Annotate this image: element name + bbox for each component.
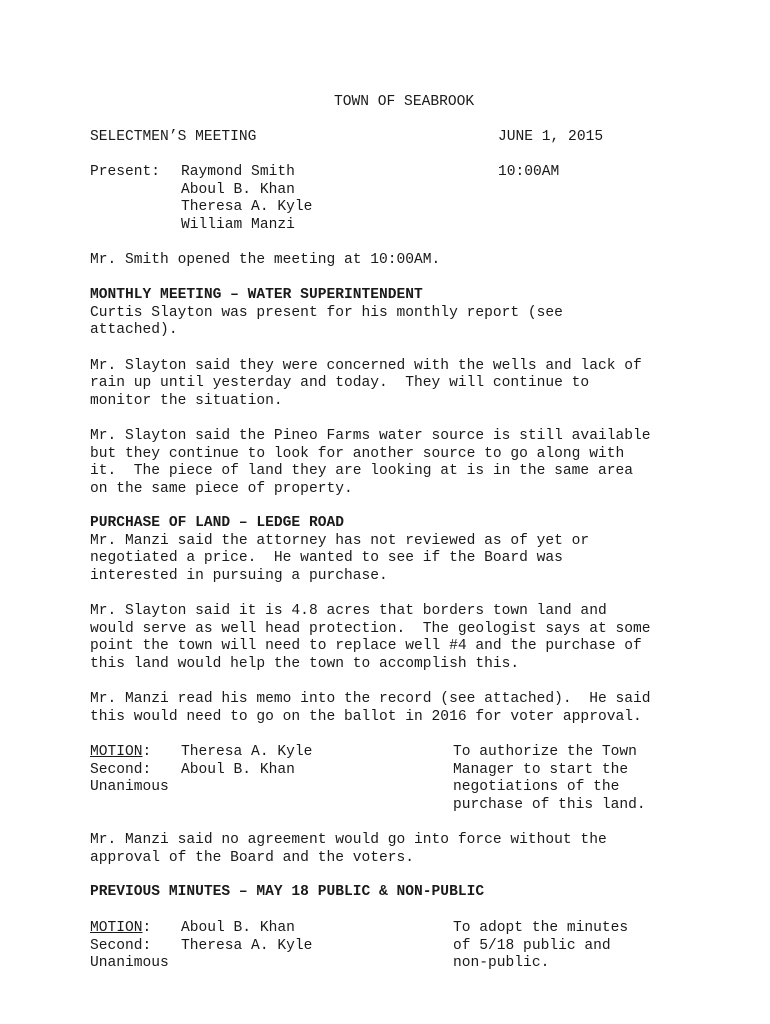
present-member: Theresa A. Kyle [181, 199, 313, 216]
paragraph-line: on the same piece of property. [90, 480, 353, 497]
paragraph-line: Mr. Slayton said they were concerned with the wells and lack of [90, 357, 642, 374]
second-label: Second: [90, 937, 152, 954]
paragraph-line: negotiated a price. He wanted to see if the Board was [90, 550, 563, 567]
town-title: TOWN OF SEABROOK [334, 94, 475, 110]
paragraph-line: Mr. Manzi said the attorney has not reviewed as of yet or [90, 532, 590, 549]
present-member: William Manzi [181, 216, 295, 233]
meeting-title: SELECTMEN’S MEETING [90, 129, 257, 145]
vote-result: Unanimous [90, 955, 169, 972]
vote-result: Unanimous [90, 779, 169, 796]
motion-purpose-line: negotiations of the [453, 779, 620, 796]
meeting-date: JUNE 1, 2015 [498, 129, 604, 145]
motion-by: Theresa A. Kyle [181, 744, 313, 760]
paragraph-line: attached). [90, 322, 178, 339]
paragraph-line: approval of the Board and the voters. [90, 849, 415, 866]
paragraph-line: Mr. Slayton said it is 4.8 acres that borders town land and [90, 603, 607, 619]
motion-purpose-line: of 5/18 public and [453, 937, 611, 954]
opening-statement: Mr. Smith opened the meeting at 10:00AM. [90, 252, 441, 268]
motion-purpose-line: non-public. [453, 955, 550, 972]
present-label: Present: [90, 164, 161, 180]
present-member: Aboul B. Khan [181, 181, 295, 198]
paragraph-line: monitor the situation. [90, 393, 283, 409]
motion-colon: : [142, 920, 152, 936]
paragraph-line: interested in pursuing a purchase. [90, 567, 388, 584]
paragraph-line: this would need to go on the ballot in 2016 for voter approval. [90, 708, 642, 725]
paragraph-line: but they continue to look for another source to go along with [90, 445, 625, 462]
section-heading: MONTHLY MEETING – WATER SUPERINTENDENT [90, 287, 423, 303]
second-by: Aboul B. Khan [181, 761, 295, 778]
paragraph-line: point the town will need to replace well #4 and the purchase of [90, 638, 642, 655]
section-heading: PREVIOUS MINUTES – MAY 18 PUBLIC & NON-PUBLIC [90, 884, 485, 900]
paragraph-line: Mr. Manzi said no agreement would go into force without the [90, 832, 607, 848]
second-label: Second: [90, 761, 152, 778]
motion-line [90, 744, 151, 762]
motion-purpose-line: To adopt the minutes [453, 920, 629, 936]
paragraph-line: Mr. Manzi read his memo into the record (see attached). He said [90, 691, 651, 707]
motion-line [90, 920, 151, 938]
motion-by: Aboul B. Khan [181, 920, 295, 936]
paragraph-line: this land would help the town to accomplish this. [90, 655, 520, 672]
present-member: Raymond Smith [181, 164, 295, 180]
paragraph-line: Mr. Slayton said the Pineo Farms water source is still available [90, 428, 651, 444]
second-by: Theresa A. Kyle [181, 937, 313, 954]
paragraph-line: it. The piece of land they are looking at is in the same area [90, 463, 633, 480]
motion-colon: : [142, 744, 152, 760]
paragraph-line: rain up until yesterday and today. They will continue to [90, 375, 590, 392]
motion-purpose-line: Manager to start the [453, 761, 629, 778]
motion-label: MOTION [90, 920, 143, 936]
motion-purpose-line: To authorize the Town [453, 744, 637, 760]
motion-label: MOTION [90, 744, 143, 760]
paragraph-line: would serve as well head protection. The geologist says at some [90, 620, 651, 637]
paragraph-line: Curtis Slayton was present for his monthly report (see [90, 304, 563, 321]
meeting-time: 10:00AM [498, 164, 560, 180]
section-heading: PURCHASE OF LAND – LEDGE ROAD [90, 515, 344, 531]
motion-purpose-line: purchase of this land. [453, 796, 646, 813]
